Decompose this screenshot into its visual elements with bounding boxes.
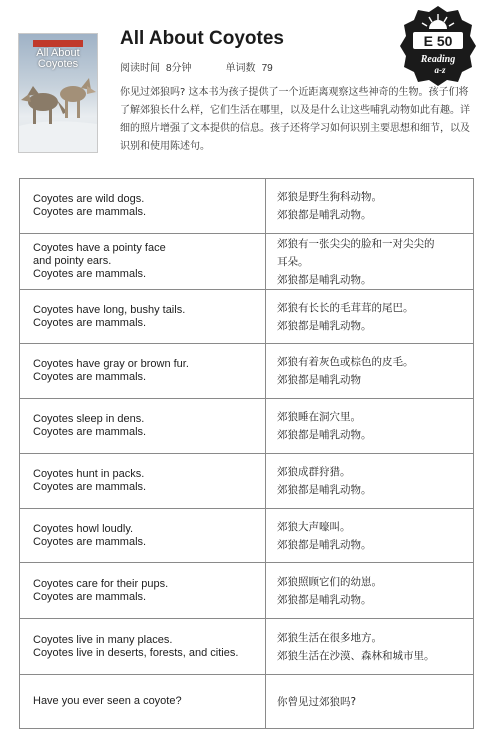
chinese-line: 郊狼都是哺乳动物。 [277, 538, 372, 551]
english-line: Coyotes have a pointy face [33, 242, 166, 254]
english-line: Coyotes have gray or brown fur. [33, 358, 189, 370]
english-line: Coyotes are wild dogs. [33, 193, 145, 205]
table-row [20, 454, 474, 509]
english-line: Coyotes are mammals. [33, 316, 147, 329]
chinese-line: 你曾见过郊狼吗? [277, 695, 357, 708]
english-line: Coyotes have long, bushy tails. [33, 303, 186, 316]
table-row [20, 675, 474, 729]
book-meta [120, 59, 279, 74]
table-row [20, 234, 474, 290]
chinese-line: 郊狼有一张尖尖的脸和一对尖尖的 [277, 237, 435, 250]
chinese-line: 郊狼都是哺乳动物。 [277, 484, 372, 496]
chinese-line: 耳朵。 [277, 255, 309, 268]
word-count-value: 79 [261, 63, 273, 74]
badge-level: E 50 [423, 33, 453, 49]
table-row [20, 179, 474, 234]
chinese-line: 郊狼照顾它们的幼崽。 [277, 575, 382, 588]
chinese-line: 郊狼都是哺乳动物。 [277, 209, 372, 221]
chinese-translation-cell [266, 179, 474, 234]
chinese-line: 郊狼生活在很多地方。 [277, 631, 382, 644]
english-sentence-cell [20, 234, 266, 290]
chinese-line: 郊狼有长长的毛茸茸的尾巴。 [277, 301, 414, 314]
english-line: and pointy ears. [33, 255, 112, 267]
english-sentence-cell [20, 454, 266, 509]
chinese-translation-cell [266, 619, 474, 675]
chinese-line: 郊狼都是哺乳动物。 [277, 319, 372, 332]
reading-time-label: 阅读时间 [120, 63, 160, 74]
table-row [20, 619, 474, 675]
table-row [20, 344, 474, 399]
english-sentence-cell [20, 344, 266, 399]
chinese-translation-cell [266, 563, 474, 619]
chinese-line: 郊狼睡在洞穴里。 [277, 411, 361, 423]
english-line: Coyotes sleep in dens. [33, 413, 145, 425]
reading-time-value: 8分钟 [166, 63, 192, 74]
word-count-label: 单词数 [225, 63, 256, 74]
chinese-line: 郊狼是野生狗科动物。 [277, 191, 382, 203]
level-badge [396, 4, 480, 88]
english-sentence-cell [20, 619, 266, 675]
english-line: Coyotes live in deserts, forests, and cities. [33, 646, 239, 659]
cover-title-line1: All About [36, 47, 80, 59]
table-row [20, 290, 474, 344]
english-sentence-cell [20, 563, 266, 619]
english-sentence-cell [20, 399, 266, 454]
english-line: Coyotes are mammals. [33, 481, 147, 493]
english-sentence-cell [20, 179, 266, 234]
coyote-illustration [19, 34, 97, 152]
chinese-line: 郊狼都是哺乳动物 [277, 374, 361, 386]
english-sentence-cell [20, 290, 266, 344]
english-line: Coyotes care for their pups. [33, 577, 169, 590]
english-line: Coyotes are mammals. [33, 268, 147, 280]
chinese-line: 郊狼生活在沙漠、森林和城市里。 [277, 649, 435, 662]
chinese-translation-cell [266, 509, 474, 563]
table-body [20, 179, 474, 729]
english-line: Coyotes howl loudly. [33, 522, 134, 535]
table-row [20, 399, 474, 454]
chinese-translation-cell [266, 399, 474, 454]
table-row [20, 509, 474, 563]
chinese-translation-cell [266, 234, 474, 290]
chinese-line: 郊狼都是哺乳动物。 [277, 429, 372, 441]
chinese-translation-cell [266, 344, 474, 399]
english-line: Coyotes live in many places. [33, 633, 173, 646]
chinese-line: 郊狼成群狩猎。 [277, 466, 351, 478]
english-sentence-cell [20, 675, 266, 729]
english-line: Coyotes are mammals. [33, 426, 147, 438]
table-row [20, 563, 474, 619]
chinese-line: 郊狼大声嚎叫。 [277, 520, 351, 533]
chinese-line: 郊狼都是哺乳动物。 [277, 273, 372, 286]
book-cover-image [18, 33, 98, 153]
chinese-line: 郊狼有着灰色或棕色的皮毛。 [277, 356, 414, 368]
chinese-line: 郊狼都是哺乳动物。 [277, 593, 372, 606]
english-line: Coyotes are mammals. [33, 590, 147, 603]
book-description: 你见过郊狼吗? 这本书为孩子提供了一个近距离观察这些神奇的生物。孩子们将了解郊狼长什么样，它们生活在哪里，以及是什么让这些哺乳动物如此有趣。详细的照片增强了文本提供的信息。孩子还将学习如何识别主要思想和细节，以及识别和使用陈述句。 [120, 87, 470, 152]
english-sentence-cell [20, 509, 266, 563]
chinese-translation-cell [266, 454, 474, 509]
chinese-translation-cell [266, 675, 474, 729]
english-line: Coyotes are mammals. [33, 371, 147, 383]
book-title: All About Coyotes [120, 28, 284, 49]
english-line: Coyotes are mammals. [33, 535, 147, 548]
english-line: Coyotes are mammals. [33, 206, 147, 218]
chinese-translation-cell [266, 290, 474, 344]
badge-brand-line1: Reading [420, 54, 456, 65]
english-line: Coyotes hunt in packs. [33, 468, 145, 480]
sentence-translation-table [19, 178, 474, 729]
english-line: Have you ever seen a coyote? [33, 695, 182, 707]
badge-brand-line2: a-z [434, 65, 446, 75]
cover-title-line2: Coyotes [37, 58, 79, 70]
